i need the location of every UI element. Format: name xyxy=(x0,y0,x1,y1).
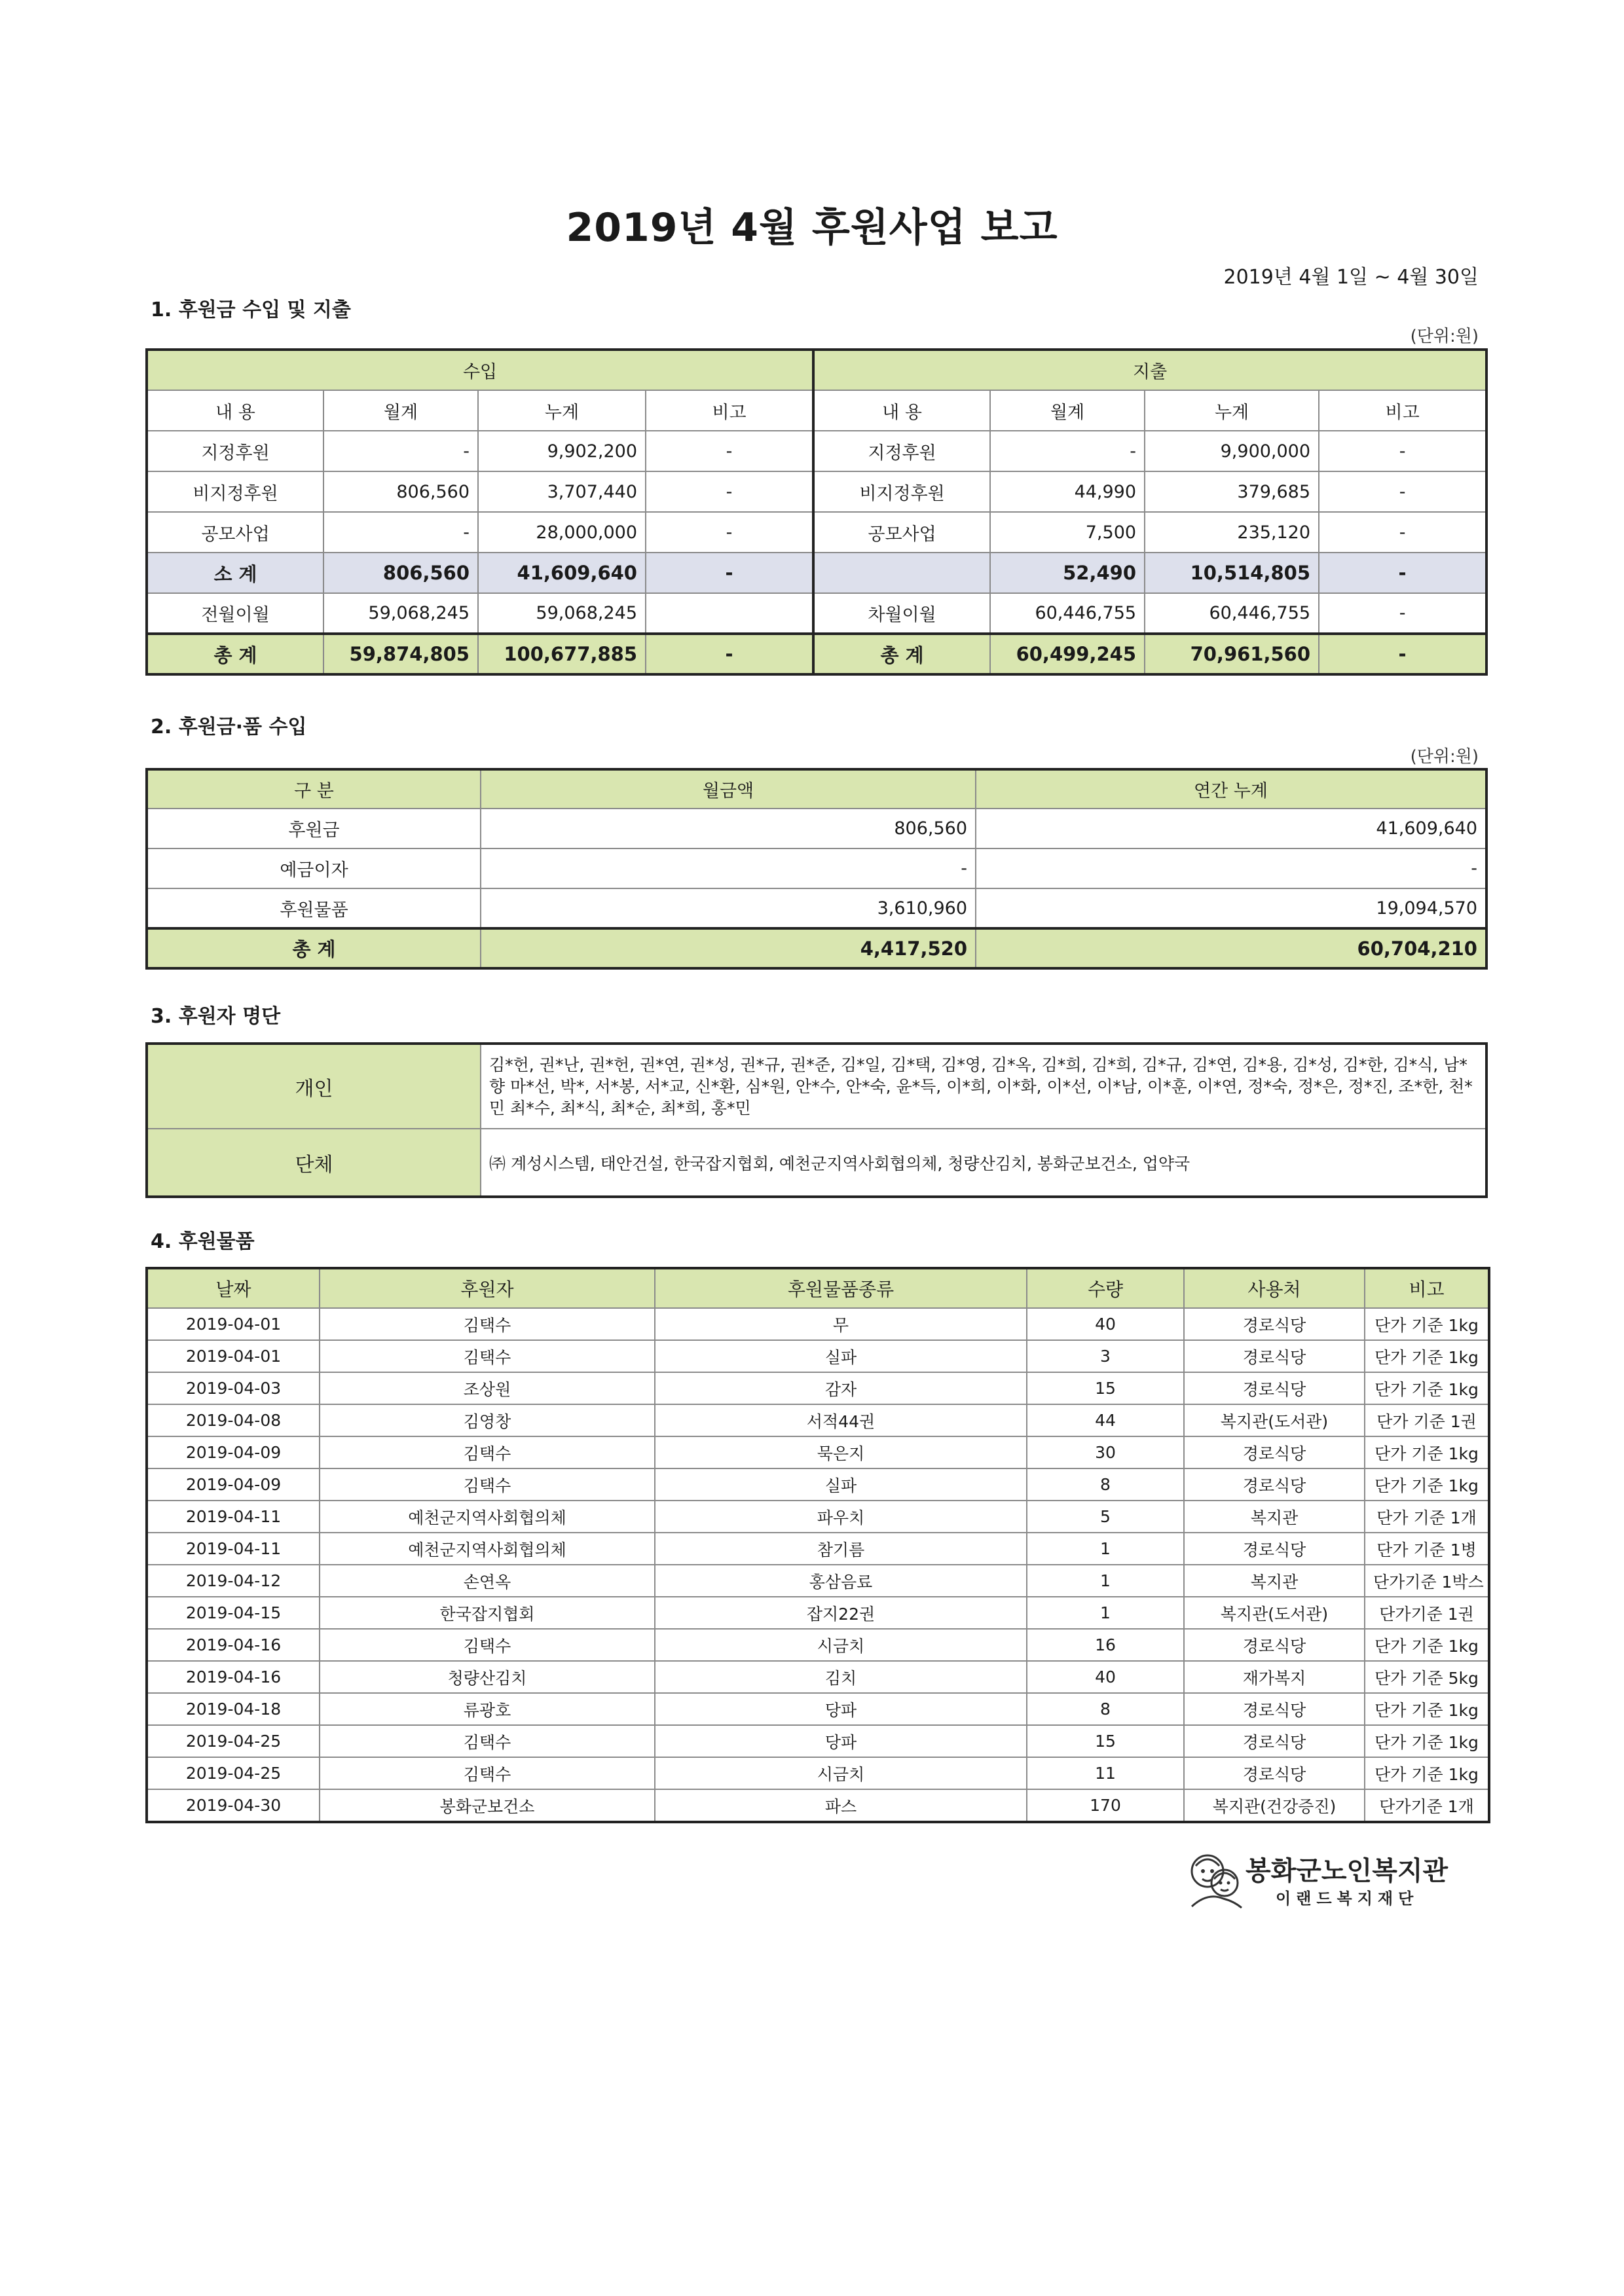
cell-value: 9,902,200 xyxy=(478,431,646,471)
logo-foundation-name: 이랜드복지재단 xyxy=(1276,1889,1419,1908)
cell-usage: 복지관 xyxy=(1184,1501,1365,1533)
cell-date: 2019-04-16 xyxy=(147,1629,320,1661)
cell-quantity: 15 xyxy=(1027,1725,1184,1757)
donor-list-table xyxy=(145,1042,1488,1198)
cell-quantity: 1 xyxy=(1027,1533,1184,1565)
cell-usage: 경로식당 xyxy=(1184,1308,1365,1340)
cell-value: 52,490 xyxy=(990,553,1145,593)
cell-value: - xyxy=(976,848,1486,888)
col-content: 내 용 xyxy=(147,390,323,431)
cell-value: 235,120 xyxy=(1145,512,1319,553)
cell-usage: 경로식당 xyxy=(1184,1725,1365,1757)
table-row xyxy=(147,809,1486,848)
cell-usage: 경로식당 xyxy=(1184,1372,1365,1404)
cell-item: 시금치 xyxy=(655,1629,1027,1661)
cell-value: 379,685 xyxy=(1145,471,1319,512)
cell-value: 7,500 xyxy=(990,512,1145,553)
cell-value: 806,560 xyxy=(323,471,478,512)
cell-note: - xyxy=(646,553,813,593)
cell-value: 59,874,805 xyxy=(323,634,478,674)
group-names: ㈜ 계성시스템, 태안건설, 한국잡지협회, 예천군지역사회협의체, 청량산김치, 봉화군보건소, 업약국 xyxy=(481,1129,1486,1197)
col-cumulative: 누계 xyxy=(478,390,646,431)
section1-unit: (단위:원) xyxy=(1410,327,1479,346)
cell-note: - xyxy=(646,431,813,471)
table-row xyxy=(147,1789,1489,1822)
cell-usage: 복지관(도서관) xyxy=(1184,1404,1365,1436)
carry-over-row xyxy=(147,593,1486,634)
cell-note: - xyxy=(646,471,813,512)
cell-donor: 김택수 xyxy=(320,1629,655,1661)
cell-value: 806,560 xyxy=(481,809,976,848)
cell-date: 2019-04-16 xyxy=(147,1661,320,1693)
cell-usage: 복지관(건강증진) xyxy=(1184,1789,1365,1822)
group-label: 단체 xyxy=(147,1129,481,1197)
cell-value: 4,417,520 xyxy=(481,928,976,968)
cell-value: 9,900,000 xyxy=(1145,431,1319,471)
income-header: 수입 xyxy=(147,350,813,390)
cell-item: 감자 xyxy=(655,1372,1027,1404)
cell-date: 2019-04-11 xyxy=(147,1501,320,1533)
cell-usage: 경로식당 xyxy=(1184,1533,1365,1565)
col-cumulative: 누계 xyxy=(1145,390,1319,431)
subtotal-row xyxy=(147,553,1486,593)
cell-note: 단가 기준 1권 xyxy=(1365,1404,1489,1436)
col-usage: 사용처 xyxy=(1184,1268,1365,1308)
table-row xyxy=(147,1340,1489,1372)
cell-quantity: 170 xyxy=(1027,1789,1184,1822)
cell-date: 2019-04-11 xyxy=(147,1533,320,1565)
cell-value: 60,704,210 xyxy=(976,928,1486,968)
cell-item: 당파 xyxy=(655,1693,1027,1725)
col-note: 비고 xyxy=(646,390,813,431)
cell-note: 단가 기준 1kg xyxy=(1365,1757,1489,1789)
table-row xyxy=(147,848,1486,888)
cell-donor: 예천군지역사회협의체 xyxy=(320,1501,655,1533)
total-row xyxy=(147,928,1486,968)
cell-date: 2019-04-18 xyxy=(147,1693,320,1725)
section3-heading: 3. 후원자 명단 xyxy=(151,1005,281,1028)
section2-heading: 2. 후원금·품 수입 xyxy=(151,716,307,738)
cell-value: 3,610,960 xyxy=(481,888,976,928)
cell-note: 단가 기준 1kg xyxy=(1365,1629,1489,1661)
table-row xyxy=(147,1661,1489,1693)
cell-donor: 손연옥 xyxy=(320,1565,655,1597)
cell-note: - xyxy=(646,512,813,553)
cell-note: 단가 기준 1kg xyxy=(1365,1436,1489,1468)
row-label: 지정후원 xyxy=(813,431,990,471)
row-label: 총 계 xyxy=(147,928,481,968)
cell-item: 김치 xyxy=(655,1661,1027,1693)
cell-usage: 경로식당 xyxy=(1184,1693,1365,1725)
expense-header: 지출 xyxy=(813,350,1486,390)
cell-note: 단가 기준 1kg xyxy=(1365,1340,1489,1372)
cell-note: - xyxy=(1319,512,1486,553)
cell-item: 무 xyxy=(655,1308,1027,1340)
cell-usage: 경로식당 xyxy=(1184,1757,1365,1789)
table-row xyxy=(147,1565,1489,1597)
organization-logo xyxy=(1185,1848,1486,1913)
table-row xyxy=(147,1436,1489,1468)
cell-item: 실파 xyxy=(655,1340,1027,1372)
cell-item: 실파 xyxy=(655,1468,1027,1501)
cell-note: 단가 기준 1kg xyxy=(1365,1308,1489,1340)
cell-note: - xyxy=(1319,634,1486,674)
cell-usage: 재가복지 xyxy=(1184,1661,1365,1693)
cell-donor: 예천군지역사회협의체 xyxy=(320,1533,655,1565)
col-note: 비고 xyxy=(1319,390,1486,431)
cell-date: 2019-04-30 xyxy=(147,1789,320,1822)
cell-item: 파우치 xyxy=(655,1501,1027,1533)
group-donor-row xyxy=(147,1129,1486,1197)
cell-quantity: 8 xyxy=(1027,1693,1184,1725)
cell-note: 단가 기준 1개 xyxy=(1365,1501,1489,1533)
cell-value: - xyxy=(323,431,478,471)
cell-note: - xyxy=(646,634,813,674)
col-item-type: 후원물품종류 xyxy=(655,1268,1027,1308)
cell-date: 2019-04-08 xyxy=(147,1404,320,1436)
cell-value: 60,499,245 xyxy=(990,634,1145,674)
col-month: 월계 xyxy=(323,390,478,431)
table-row xyxy=(147,431,1486,471)
cell-value: 41,609,640 xyxy=(976,809,1486,848)
table-row xyxy=(147,1533,1489,1565)
cell-donor: 김택수 xyxy=(320,1468,655,1501)
row-label: 후원물품 xyxy=(147,888,481,928)
cell-date: 2019-04-01 xyxy=(147,1340,320,1372)
individual-donor-row xyxy=(147,1044,1486,1129)
col-month: 월계 xyxy=(990,390,1145,431)
cell-note: 단가기준 1권 xyxy=(1365,1597,1489,1629)
row-label: 지정후원 xyxy=(147,431,323,471)
cell-quantity: 40 xyxy=(1027,1661,1184,1693)
cell-donor: 김택수 xyxy=(320,1436,655,1468)
cell-value: 41,609,640 xyxy=(478,553,646,593)
cell-donor: 김영창 xyxy=(320,1404,655,1436)
donation-income-table xyxy=(145,768,1488,970)
cell-quantity: 5 xyxy=(1027,1501,1184,1533)
cell-note: 단가 기준 1병 xyxy=(1365,1533,1489,1565)
table-row xyxy=(147,888,1486,928)
cell-note: 단가기준 1개 xyxy=(1365,1789,1489,1822)
cell-value: 3,707,440 xyxy=(478,471,646,512)
table-row xyxy=(147,1725,1489,1757)
table-row xyxy=(147,1404,1489,1436)
cell-donor: 한국잡지협회 xyxy=(320,1597,655,1629)
table-row xyxy=(147,1597,1489,1629)
cell-value: 806,560 xyxy=(323,553,478,593)
cell-note: - xyxy=(1319,471,1486,512)
cell-quantity: 15 xyxy=(1027,1372,1184,1404)
cell-value: 100,677,885 xyxy=(478,634,646,674)
row-label: 전월이월 xyxy=(147,593,323,634)
table-row xyxy=(147,1372,1489,1404)
cell-donor: 류광호 xyxy=(320,1693,655,1725)
cell-value: - xyxy=(990,431,1145,471)
table-row xyxy=(147,471,1486,512)
col-donor: 후원자 xyxy=(320,1268,655,1308)
row-label xyxy=(813,553,990,593)
cell-item: 잡지22권 xyxy=(655,1597,1027,1629)
elderly-couple-icon xyxy=(1185,1849,1244,1909)
cell-item: 시금치 xyxy=(655,1757,1027,1789)
row-label: 후원금 xyxy=(147,809,481,848)
cell-value: 60,446,755 xyxy=(1145,593,1319,634)
cell-donor: 조상원 xyxy=(320,1372,655,1404)
cell-item: 당파 xyxy=(655,1725,1027,1757)
row-label: 비지정후원 xyxy=(147,471,323,512)
col-date: 날짜 xyxy=(147,1268,320,1308)
row-label: 총 계 xyxy=(813,634,990,674)
cell-donor: 김택수 xyxy=(320,1340,655,1372)
col-content: 내 용 xyxy=(813,390,990,431)
table-row xyxy=(147,1501,1489,1533)
cell-value: 19,094,570 xyxy=(976,888,1486,928)
report-period: 2019년 4월 1일 ~ 4월 30일 xyxy=(1223,266,1479,289)
cell-date: 2019-04-25 xyxy=(147,1757,320,1789)
cell-value: 28,000,000 xyxy=(478,512,646,553)
cell-value: - xyxy=(481,848,976,888)
cell-item: 서적44권 xyxy=(655,1404,1027,1436)
donated-goods-table xyxy=(145,1267,1490,1823)
table-row xyxy=(147,1757,1489,1789)
cell-quantity: 1 xyxy=(1027,1565,1184,1597)
cell-note: 단가 기준 1kg xyxy=(1365,1693,1489,1725)
col-monthly-amount: 월금액 xyxy=(481,769,976,809)
cell-note: - xyxy=(1319,553,1486,593)
cell-item: 홍삼음료 xyxy=(655,1565,1027,1597)
column-header-row xyxy=(147,769,1486,809)
cell-note: 단가 기준 1kg xyxy=(1365,1372,1489,1404)
cell-usage: 경로식당 xyxy=(1184,1629,1365,1661)
section2-unit: (단위:원) xyxy=(1410,747,1479,767)
cell-date: 2019-04-03 xyxy=(147,1372,320,1404)
col-quantity: 수량 xyxy=(1027,1268,1184,1308)
cell-note xyxy=(646,593,813,634)
cell-value: 44,990 xyxy=(990,471,1145,512)
row-label: 소 계 xyxy=(147,553,323,593)
cell-quantity: 16 xyxy=(1027,1629,1184,1661)
cell-usage: 복지관 xyxy=(1184,1565,1365,1597)
cell-quantity: 1 xyxy=(1027,1597,1184,1629)
section1-heading: 1. 후원금 수입 및 지출 xyxy=(151,299,351,321)
cell-donor: 김택수 xyxy=(320,1308,655,1340)
cell-date: 2019-04-09 xyxy=(147,1436,320,1468)
cell-date: 2019-04-09 xyxy=(147,1468,320,1501)
row-label: 예금이자 xyxy=(147,848,481,888)
cell-item: 파스 xyxy=(655,1789,1027,1822)
cell-usage: 복지관(도서관) xyxy=(1184,1597,1365,1629)
individual-label: 개인 xyxy=(147,1044,481,1129)
cell-value: 60,446,755 xyxy=(990,593,1145,634)
cell-note: - xyxy=(1319,593,1486,634)
table-row xyxy=(147,512,1486,553)
cell-quantity: 11 xyxy=(1027,1757,1184,1789)
cell-donor: 봉화군보건소 xyxy=(320,1789,655,1822)
cell-usage: 경로식당 xyxy=(1184,1436,1365,1468)
table-row xyxy=(147,1468,1489,1501)
cell-donor: 청량산김치 xyxy=(320,1661,655,1693)
cell-quantity: 40 xyxy=(1027,1308,1184,1340)
income-expense-table xyxy=(145,348,1488,676)
cell-note: 단가 기준 1kg xyxy=(1365,1468,1489,1501)
logo-organization-name: 봉화군노인복지관 xyxy=(1246,1856,1449,1886)
cell-date: 2019-04-01 xyxy=(147,1308,320,1340)
col-note: 비고 xyxy=(1365,1268,1489,1308)
row-label: 총 계 xyxy=(147,634,323,674)
col-annual-total: 연간 누계 xyxy=(976,769,1486,809)
row-label: 공모사업 xyxy=(147,512,323,553)
cell-value: 59,068,245 xyxy=(478,593,646,634)
cell-quantity: 30 xyxy=(1027,1436,1184,1468)
cell-value: 10,514,805 xyxy=(1145,553,1319,593)
table-row xyxy=(147,1629,1489,1661)
cell-donor: 김택수 xyxy=(320,1725,655,1757)
cell-note: 단가 기준 5kg xyxy=(1365,1661,1489,1693)
table-row xyxy=(147,1693,1489,1725)
table-row xyxy=(147,1308,1489,1340)
cell-date: 2019-04-25 xyxy=(147,1725,320,1757)
row-label: 차월이월 xyxy=(813,593,990,634)
total-row xyxy=(147,634,1486,674)
cell-value: 59,068,245 xyxy=(323,593,478,634)
row-label: 비지정후원 xyxy=(813,471,990,512)
cell-quantity: 8 xyxy=(1027,1468,1184,1501)
cell-usage: 경로식당 xyxy=(1184,1340,1365,1372)
cell-value: - xyxy=(323,512,478,553)
column-header-row xyxy=(147,1268,1489,1308)
column-header-row xyxy=(147,390,1486,431)
goods-table-body xyxy=(147,1308,1489,1822)
cell-note: 단가기준 1박스 xyxy=(1365,1565,1489,1597)
cell-note: 단가 기준 1kg xyxy=(1365,1725,1489,1757)
col-category: 구 분 xyxy=(147,769,481,809)
cell-item: 참기름 xyxy=(655,1533,1027,1565)
page-title: 2019년 4월 후원사업 보고 xyxy=(566,205,1058,251)
cell-quantity: 44 xyxy=(1027,1404,1184,1436)
section-header-row xyxy=(147,350,1486,390)
cell-quantity: 3 xyxy=(1027,1340,1184,1372)
section4-heading: 4. 후원물품 xyxy=(151,1230,255,1253)
cell-date: 2019-04-12 xyxy=(147,1565,320,1597)
cell-usage: 경로식당 xyxy=(1184,1468,1365,1501)
cell-donor: 김택수 xyxy=(320,1757,655,1789)
cell-item: 묵은지 xyxy=(655,1436,1027,1468)
individual-names: 김*헌, 권*난, 권*헌, 권*연, 권*성, 권*규, 권*준, 김*일, 김*택, 김*영, 김*옥, 김*희, 김*희, 김*규, 김*연, 김*용, 김*성, 김*한, 김*식, 남*향 마*선, 박*, 서*봉, 서*교, 신*환, 심*원, 안*수, 안*숙, 윤*득, 이*희, 이*화, 이*선, 이*남, 이*훈, 이*연, 정*숙, 정*은, 정*진, 조*한, 천*민 최*수, 최*식, 최*순, 최*희, 홍*민 xyxy=(481,1044,1486,1129)
cell-note: - xyxy=(1319,431,1486,471)
row-label: 공모사업 xyxy=(813,512,990,553)
cell-value: 70,961,560 xyxy=(1145,634,1319,674)
cell-date: 2019-04-15 xyxy=(147,1597,320,1629)
